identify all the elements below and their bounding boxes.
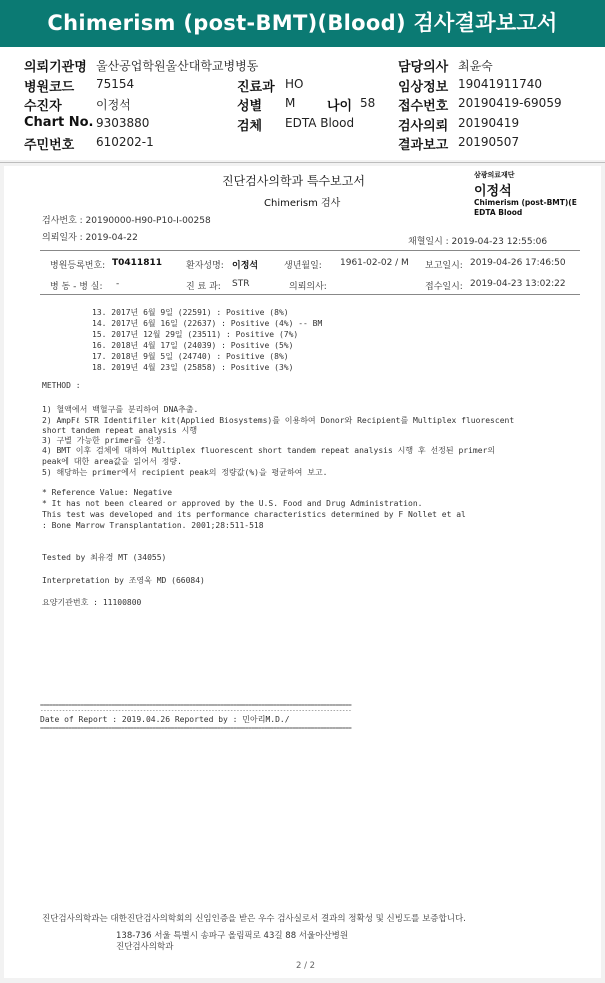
dept-value: STR (232, 279, 250, 289)
dept-label: 진 료 과: (186, 282, 221, 292)
info-bottom-line (40, 294, 580, 295)
report-time-label: 보고일시: (425, 261, 463, 271)
dashed-separator: ==================================================================================================== (40, 725, 352, 732)
specimen-value: EDTA Blood (285, 116, 355, 130)
clinical-value: 19041911740 (458, 77, 542, 91)
dashed-separator: ---------------------------------------------------------------------------------------------------- (40, 707, 352, 714)
tested-by: Tested by 최유경 MT (34055) (42, 553, 167, 562)
report-title: Chimerism (post-BMT)(Blood) 검사결과보고서 (0, 0, 605, 47)
method-line: peak에 대한 area값을 읽어서 정량. (42, 457, 182, 466)
dashed-separator: ==================================================================================================== (40, 702, 352, 709)
ward-label: 병 동 - 병 실: (50, 282, 103, 292)
reg-value: T0411811 (112, 258, 162, 268)
dept-label: 진료과 (237, 80, 275, 95)
doctor-value: 최윤숙 (458, 59, 493, 73)
dept-report-title: 진단검사의학과 특수보고서 (222, 174, 365, 188)
note-line: * Reference Value: Negative (42, 488, 173, 497)
clinical-label: 임상정보 (398, 80, 449, 95)
result-line: 17. 2018년 9월 5일 (24740) : Positive (8%) (92, 352, 289, 361)
report-label: 결과보고 (398, 138, 449, 153)
header-divider (0, 162, 605, 163)
interpretation-by: Interpretation by 조영욱 MD (66084) (42, 576, 205, 585)
age-value: 58 (360, 96, 376, 110)
certification-note: 진단검사의학과는 대한진단검사의학회의 신임인증을 받은 우수 검사실로서 결과의 정확성 및 신빙도를 보증합니다. (42, 914, 466, 924)
id-label: 주민번호 (24, 138, 75, 153)
name-label: 환자성명: (186, 261, 224, 271)
result-line: 14. 2017년 6월 16일 (22637) : Positive (4%) -- BM (92, 319, 323, 328)
report-header (0, 47, 605, 160)
side-specimen: EDTA Blood (474, 208, 523, 217)
method-line: short tandem repeat analysis 시행 (42, 426, 198, 435)
hospital-label: 의뢰기관명 (24, 60, 87, 75)
method-line: 4) BMT 이후 검체에 대하여 Multiplex fluorescent short tandem repeat analysis 시행 후 선정된 primer의 (42, 446, 496, 455)
sex-value: M (285, 96, 296, 110)
request-label: 검사의뢰 (398, 119, 449, 134)
doctor-label: 담당의사 (398, 60, 449, 75)
note-line: : Bone Marrow Transplantation. 2001;28:511-518 (42, 521, 264, 530)
name-value: 이정석 (232, 261, 259, 271)
code-label: 병원코드 (24, 80, 75, 95)
method-line: 5) 해당하는 primer에서 recipient peak의 정량값(%)을 평균하여 보고. (42, 468, 328, 477)
chart-label: Chart No. (24, 115, 94, 130)
hospital-value: 울산공업학원울산대학교병병동 (96, 59, 259, 73)
reg-label: 병원등록번호: (50, 261, 106, 271)
request-date: 의뢰일자 : 2019-04-22 (42, 233, 138, 243)
ward-value: - (116, 279, 120, 289)
chart-value: 9303880 (96, 116, 150, 130)
side-test: Chimerism (post-BMT)(E (474, 198, 577, 207)
info-top-line (40, 250, 580, 251)
method-line: 3) 구별 가능한 primer를 선정. (42, 436, 167, 445)
patient-label: 수진자 (24, 99, 62, 114)
specimen-label: 검체 (237, 119, 263, 134)
date-of-report: Date of Report : 2019.04.26 Reported by : 민아리M.D./ (40, 715, 290, 724)
age-label: 나이 (327, 99, 353, 114)
test-name: Chimerism 검사 (264, 198, 341, 209)
dept-value: HO (285, 77, 304, 91)
footer-dept: 진단검사의학과 (116, 942, 174, 952)
code-value: 75154 (96, 77, 135, 91)
result-line: 16. 2018년 4월 17일 (24039) : Positive (5%) (92, 341, 294, 350)
result-line: 15. 2017년 12월 29일 (23511) : Positive (7%) (92, 330, 299, 339)
method-line: 1) 혈액에서 백혈구를 분리하여 DNA추출. (42, 405, 199, 414)
result-line: 18. 2019년 4월 23일 (25858) : Positive (3%) (92, 363, 294, 372)
method-title: METHOD : (42, 381, 81, 390)
side-patient: 이정석 (474, 184, 512, 199)
receipt-label: 접수번호 (398, 99, 449, 114)
report-time-value: 2019-04-26 17:46:50 (470, 258, 566, 268)
note-line: * It has not been cleared or approved by the U.S. Food and Drug Administration. (42, 499, 423, 508)
dob-label: 생년월일: (284, 261, 322, 271)
receipt-value: 20190419-69059 (458, 96, 562, 110)
result-line: 13. 2017년 6월 9일 (22591) : Positive (8%) (92, 308, 289, 317)
receipt-time-label: 접수일시: (425, 282, 463, 292)
dob-value: 1961-02-02 / M (340, 258, 409, 268)
patient-value: 이정석 (96, 98, 131, 112)
side-org: 삼광의료재단 (474, 171, 515, 179)
request-value: 20190419 (458, 116, 520, 130)
method-line: 2) AmpFℓ STR Identifiler kit(Applied Biosystems)를 이용하여 Donor와 Recipient를 Multiplex fluorescent (42, 416, 515, 425)
scanned-report-page (4, 166, 601, 978)
sex-label: 성별 (237, 99, 263, 114)
care-institution-number: 요양기관번호 : 11100800 (42, 598, 142, 607)
report-value: 20190507 (458, 135, 520, 149)
id-value: 610202-1 (96, 135, 154, 149)
doctor-label: 의뢰의사: (289, 282, 327, 292)
footer-address: 138-736 서울 특별시 송파구 올림픽로 43길 88 서울아산병원 (116, 931, 349, 941)
note-line: This test was developed and its performance characteristics determined by F Nollet et al (42, 510, 466, 519)
collect-date: 채혈일시 : 2019-04-23 12:55:06 (408, 237, 548, 247)
receipt-time-value: 2019-04-23 13:02:22 (470, 279, 566, 289)
test-number: 검사번호 : 20190000-H90-P10-I-00258 (42, 216, 211, 226)
page-number: 2 / 2 (296, 961, 316, 971)
